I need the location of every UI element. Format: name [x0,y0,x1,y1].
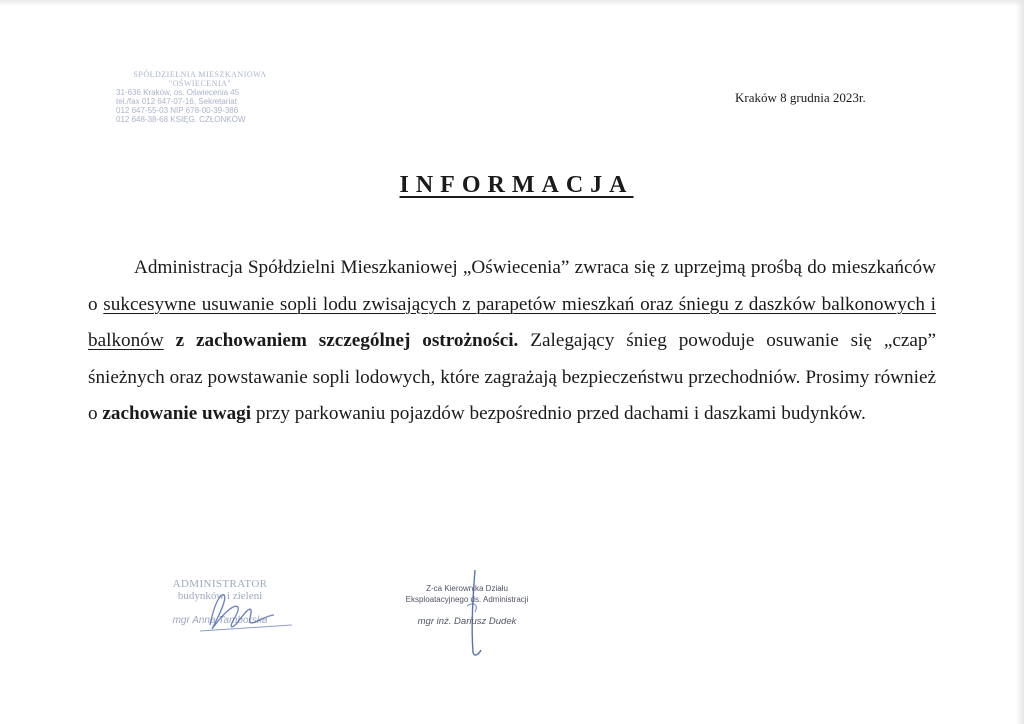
body-text-1: Administracja Spółdzielni Mieszkaniowej „Oświecenia” zwraca się z uprzejmą prośbą do mieszkańców o [88,257,936,315]
signature-left-dept: budynków i zieleni [177,590,263,602]
signature-left-role: ADMINISTRATOR [172,578,268,590]
scan-edge-right [1016,0,1024,724]
title-text: INFORMACJA [399,172,634,198]
stamp-name-line1: SPÓŁDZIELNIA MIESZKANIOWA [133,70,267,79]
document-body [88,250,936,433]
signature-right-name: mgr inż. Dariusz Dudek [417,616,517,627]
body-text-2: Zalegający śnieg powoduje osuwanie się „czap” śnieżnych oraz powstawanie sopli lodowych, które zagrażają bezpieczeństwu przechodniów. Prosimy również o [88,330,936,425]
body-text-3: przy parkowaniu pojazdów bezpośrednio przed dachami i daszkami budynków. [251,403,866,425]
signature-left-name: mgr Anna Tamborska [172,615,268,626]
document-title [0,172,1024,199]
cooperative-stamp [116,70,284,124]
signature-block-deputy-manager [392,583,542,628]
body-bold-caution: z zachowaniem szczególnej ostrożności. [163,330,519,352]
body-bold-attention: zachowanie uwagi [102,403,252,425]
stamp-name-line2: "OŚWIECENIA" [168,79,232,88]
document-date: Kraków 8 grudnia 2023r. [735,90,866,105]
signature-right-role-2: Eksploatacyjnego ds. Administracji [405,595,529,604]
stamp-nip: 012 647-55-03 NIP 678-00-39-386 [116,106,239,115]
signature-block-administrator [140,578,300,628]
stamp-address: 31-636 Kraków, os. Oświecenia 45 [116,88,240,97]
stamp-accounting: 012 648-38-68 KSIĘG. CZŁONKÓW [116,115,246,124]
scan-edge-top [0,0,1024,6]
body-underlined-request: sukcesywne usuwanie sopli lodu zwisających z parapetów mieszkań oraz śniegu z daszków balkonowych i balkonów [88,293,936,352]
signature-right-role-1: Z-ca Kierownika Działu [426,584,508,593]
stamp-phone: tel./fax 012 647-07-16, Sekretariat [116,97,237,106]
